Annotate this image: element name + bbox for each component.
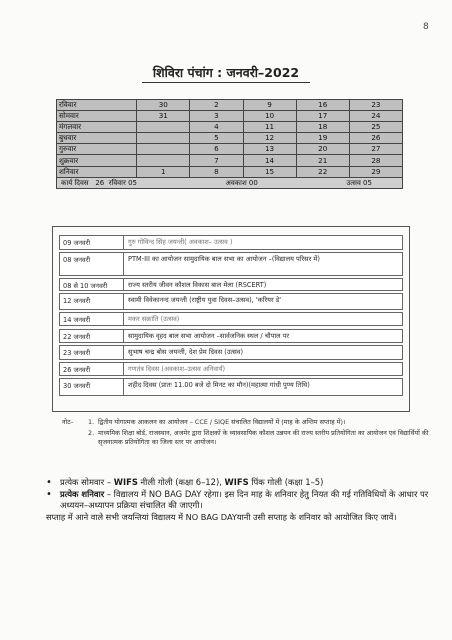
calendar-date: 3 xyxy=(190,111,243,122)
calendar-row xyxy=(57,166,403,177)
event-description: सुभाष चन्द्र बोस जयन्ती, देश प्रेम दिवस (उत्सव) xyxy=(128,348,244,356)
calendar-date: 22 xyxy=(296,166,349,177)
bullet-saturday xyxy=(42,489,440,511)
calendar-date xyxy=(137,155,190,166)
calendar-date: 21 xyxy=(296,155,349,166)
page-title: शिविरा पंचांग : जनवरी–2022 xyxy=(152,65,300,80)
event-date: 23 जनवरी xyxy=(60,346,124,359)
calendar-row xyxy=(57,144,403,155)
working-days-value: 26 xyxy=(95,178,105,187)
calendar-row xyxy=(57,133,403,144)
monday-wifs-1: WIFS xyxy=(113,477,138,487)
event-date: 14 जनवरी xyxy=(60,313,124,325)
working-days-label: कार्य दिवस xyxy=(61,178,89,187)
event-row xyxy=(59,235,403,250)
event-description: गणतंत्र दिवस (अवकाश–उत्सव अनिवार्य) xyxy=(128,365,226,373)
calendar-row xyxy=(57,111,403,122)
monday-post: पिंक गोली (कक्षा 1–5) xyxy=(248,477,324,487)
event-row xyxy=(59,345,403,360)
calendar-summary-cell xyxy=(57,177,403,188)
calendar-date: 1 xyxy=(137,166,190,177)
calendar-date: 26 xyxy=(349,133,402,144)
calendar-date: 9 xyxy=(243,100,296,111)
calendar-day-name: शुक्रवार xyxy=(57,155,137,166)
event-row xyxy=(59,378,403,396)
note-number: 1. xyxy=(88,418,95,426)
calendar-date: 2 xyxy=(190,100,243,111)
calendar-date: 12 xyxy=(243,133,296,144)
event-row xyxy=(59,278,403,291)
calendar-day-name: सोमवार xyxy=(57,111,137,122)
event-date: 12 जनवरी xyxy=(60,294,124,309)
calendar-row xyxy=(57,122,403,133)
calendar-summary-row xyxy=(57,177,403,188)
event-row xyxy=(59,252,403,276)
event-row xyxy=(59,293,403,310)
note-number: 2. xyxy=(88,429,95,437)
calendar-date: 20 xyxy=(296,144,349,155)
calendar-date: 17 xyxy=(296,111,349,122)
calendar-day-name: गुरुवार xyxy=(57,144,137,155)
bullet-dot-icon: • xyxy=(46,477,52,488)
calendar-date: 25 xyxy=(349,122,402,133)
festival-count: उत्सव 05 xyxy=(346,178,372,187)
calendar-row xyxy=(57,100,403,111)
calendar-date: 15 xyxy=(243,166,296,177)
calendar-date: 7 xyxy=(190,155,243,166)
calendar-date: 6 xyxy=(190,144,243,155)
calendar-table xyxy=(56,99,403,189)
calendar-date: 29 xyxy=(349,166,402,177)
calendar-date: 4 xyxy=(190,122,243,133)
calendar-date: 31 xyxy=(137,111,190,122)
bullets-section xyxy=(42,477,440,524)
calendar-date: 11 xyxy=(243,122,296,133)
calendar-date: 8 xyxy=(190,166,243,177)
event-row xyxy=(59,362,403,376)
event-date: 22 जनवरी xyxy=(60,330,124,342)
bullet-dot-icon: • xyxy=(46,489,52,500)
calendar-day-name: बुधवार xyxy=(57,133,137,144)
event-description: गुरु गोविन्द सिंह जयन्ती( अवकाश– उत्सव ) xyxy=(128,238,233,246)
event-description: PTM-III का आयोजन सामुदायिक बाल सभा का आयोजन –(विद्यालय परिसर में) xyxy=(128,255,320,263)
bullet-monday xyxy=(42,477,440,488)
calendar-date: 13 xyxy=(243,144,296,155)
note-text: द्वितीय योगात्मक आकलन का आयोजन – CCE / SIQE संचालित विद्यालयों में (माह के अन्तिम सप्ताह में)। xyxy=(98,418,346,426)
event-date: 09 जनवरी xyxy=(60,236,124,249)
event-description: राज्य स्तरीय जीवन कौशल विकास बाल मेला (RSCERT) xyxy=(128,281,267,289)
monday-pre: प्रत्येक सोमवार – xyxy=(60,477,114,487)
event-description: शहीद दिवस (प्रातः 11.00 बजे दो मिनट का मौन)(महात्मा गांधी पुण्य तिथि) xyxy=(128,381,310,389)
calendar-date: 5 xyxy=(190,133,243,144)
calendar-date: 27 xyxy=(349,144,402,155)
notes-section xyxy=(62,418,434,447)
page-number: 8 xyxy=(423,22,429,32)
event-row xyxy=(59,329,403,343)
calendar-date xyxy=(137,122,190,133)
saturday-pre: प्रत्येक शनिवार xyxy=(60,489,105,499)
monday-wifs-2: WIFS xyxy=(224,477,249,487)
note-item xyxy=(62,418,434,427)
event-description: सामुदायिक वृहद बाल सभा आयोजन –सार्वजनिक स्थल / चौपाल पर xyxy=(128,332,290,340)
notes-label: नोट– xyxy=(62,418,74,426)
event-date: 08 से 10 जनवरी xyxy=(60,279,124,290)
calendar-date: 23 xyxy=(349,100,402,111)
calendar-date: 19 xyxy=(296,133,349,144)
event-description: स्वामी विवेकानन्द जयन्ती (राष्ट्रीय युवा दिवस–उत्सव), 'करियर डे' xyxy=(128,296,282,304)
sunday-count: रविवार 05 xyxy=(108,178,137,187)
holiday-count: अवकाश 00 xyxy=(225,178,258,187)
monday-mid: नीली गोली (कक्षा 6–12), xyxy=(137,477,225,487)
calendar-date: 14 xyxy=(243,155,296,166)
calendar-row xyxy=(57,155,403,166)
event-row xyxy=(59,312,403,326)
note-item xyxy=(62,429,434,447)
event-date: 30 जनवरी xyxy=(60,379,124,395)
title-underline xyxy=(142,82,310,83)
calendar-date: 18 xyxy=(296,122,349,133)
calendar-date: 16 xyxy=(296,100,349,111)
note-text: माध्यमिक शिक्षा बोर्ड, राजस्थान, अजमेर द्वारा शिक्षकों के व्यावसायिक कौशल उन्नयन की राज्य स्तरीय प्रतियोगिता का आयोजन एवं विद्यार्थियों की सृजनात्मक प्रतियोगिता का जिला स्तर पर आयोजन। xyxy=(98,429,429,446)
calendar-date xyxy=(137,133,190,144)
calendar-day-name: रविवार xyxy=(57,100,137,111)
event-description: मकर सक्रांति (उत्सव) xyxy=(128,315,180,323)
saturday-post: – विद्यालय में NO BAG DAY रहेगा। इस दिन माह के शनिवार हेतु नियत की गई गतिविधियों के आधार पर अध्ययन–अध्यापन प्रक्रिया संचालित की जाएगी। xyxy=(60,489,429,510)
calendar-date: 10 xyxy=(243,111,296,122)
calendar-day-name: शनिवार xyxy=(57,166,137,177)
calendar-date: 24 xyxy=(349,111,402,122)
event-date: 08 जनवरी xyxy=(60,253,124,275)
calendar-day-name: मंगलवार xyxy=(57,122,137,133)
calendar-date: 30 xyxy=(137,100,190,111)
event-date: 26 जनवरी xyxy=(60,363,124,375)
no-bag-day-paragraph: सप्ताह में आने वाले सभी जयन्तियां विद्यालय में NO BAG DAYयानी उसी सप्ताह के शनिवार को आयोजित किए जावें। xyxy=(46,512,397,522)
calendar-date xyxy=(137,144,190,155)
calendar-date: 28 xyxy=(349,155,402,166)
